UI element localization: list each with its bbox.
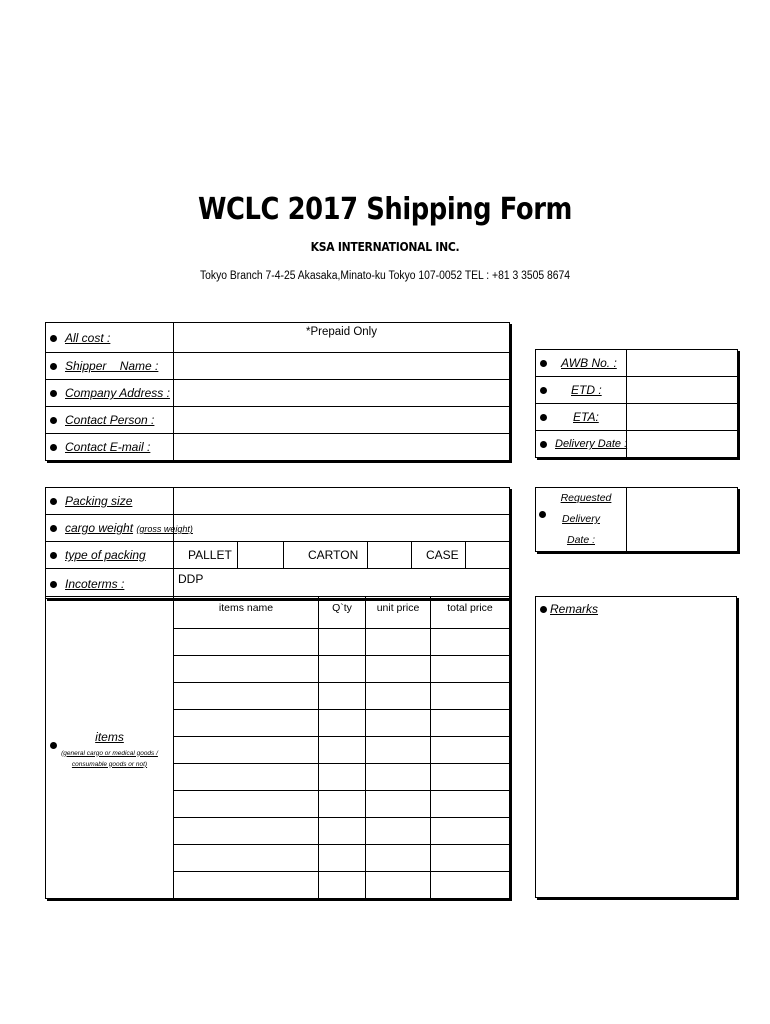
eta-label-cell: ETA: xyxy=(536,404,627,431)
packing-type-label-cell: type of packing xyxy=(46,542,174,569)
item-total-price-field[interactable] xyxy=(431,764,510,791)
item-total-price-field[interactable] xyxy=(431,737,510,764)
requested-delivery-line2: Date : xyxy=(566,534,595,546)
company-name: KSA INTERNATIONAL INC. xyxy=(310,240,460,254)
item-name-field[interactable] xyxy=(174,656,319,683)
item-name-field[interactable] xyxy=(174,710,319,737)
item-total-price-field[interactable] xyxy=(431,683,510,710)
requested-delivery-label-cell xyxy=(536,488,627,552)
item-unit-price-field[interactable] xyxy=(366,818,431,845)
item-unit-price-field[interactable] xyxy=(366,710,431,737)
case-count-field[interactable] xyxy=(466,542,510,569)
bullet-icon xyxy=(50,581,57,588)
carton-label: CARTON xyxy=(284,542,368,569)
bullet-icon xyxy=(540,606,547,613)
item-quantity-field[interactable] xyxy=(319,791,366,818)
item-unit-price-field[interactable] xyxy=(366,872,431,899)
items-note-line1: (general cargo or medical goods / xyxy=(61,749,158,757)
item-unit-price-field[interactable] xyxy=(366,845,431,872)
item-total-price-field[interactable] xyxy=(431,845,510,872)
cargo-weight-label-cell: cargo weight (gross weight) xyxy=(46,515,174,542)
bullet-icon xyxy=(50,742,57,749)
bullet-icon xyxy=(50,525,57,532)
etd-field[interactable] xyxy=(627,377,738,404)
contact-person-label-cell: Contact Person : xyxy=(46,407,174,434)
cargo-weight-note: (gross weight) xyxy=(136,524,193,534)
form-title: WCLC 2017 Shipping Form xyxy=(198,192,572,227)
pallet-count-field[interactable] xyxy=(238,542,284,569)
col-items-name: items name xyxy=(174,597,319,629)
remarks-heading xyxy=(540,602,598,616)
packing-size-label-cell: Packing size xyxy=(46,488,174,515)
item-total-price-field[interactable] xyxy=(431,656,510,683)
item-quantity-field[interactable] xyxy=(319,629,366,656)
contact-email-field[interactable] xyxy=(174,434,510,461)
col-total-price: total price xyxy=(431,597,510,629)
item-name-field[interactable] xyxy=(174,683,319,710)
awb-label-cell: AWB No. : xyxy=(536,350,627,377)
requested-delivery-line1: Requested Delivery xyxy=(560,492,612,525)
col-quantity: Q`ty xyxy=(319,597,366,629)
item-quantity-field[interactable] xyxy=(319,683,366,710)
item-quantity-field[interactable] xyxy=(319,656,366,683)
remarks-label: Remarks xyxy=(550,602,599,616)
company-address: Tokyo Branch 7-4-25 Akasaka,Minato-ku Tokyo 107-0052 TEL : +81 3 3505 8674 xyxy=(199,270,571,282)
shipper-name-field[interactable] xyxy=(174,353,510,380)
items-table xyxy=(45,596,510,899)
bullet-icon xyxy=(50,498,57,505)
incoterms-label-cell: Incoterms : xyxy=(46,569,174,599)
item-unit-price-field[interactable] xyxy=(366,791,431,818)
item-unit-price-field[interactable] xyxy=(366,656,431,683)
awb-field[interactable] xyxy=(627,350,738,377)
remarks-box[interactable] xyxy=(535,596,737,898)
etd-label-cell: ETD : xyxy=(536,377,627,404)
bullet-icon xyxy=(540,441,547,448)
contact-email-label-cell: Contact E-mail : xyxy=(46,434,174,461)
bullet-icon xyxy=(50,417,57,424)
item-total-price-field[interactable] xyxy=(431,791,510,818)
item-total-price-field[interactable] xyxy=(431,818,510,845)
item-unit-price-field[interactable] xyxy=(366,683,431,710)
item-quantity-field[interactable] xyxy=(319,845,366,872)
company-address-field[interactable] xyxy=(174,380,510,407)
all-cost-value: *Prepaid Only xyxy=(174,323,510,353)
item-unit-price-field[interactable] xyxy=(366,764,431,791)
cargo-weight-field[interactable] xyxy=(174,515,510,542)
item-unit-price-field[interactable] xyxy=(366,737,431,764)
bullet-icon xyxy=(50,335,57,342)
item-name-field[interactable] xyxy=(174,872,319,899)
all-cost-label-cell: All cost : xyxy=(46,323,174,353)
bullet-icon xyxy=(50,390,57,397)
shipper-info-table xyxy=(45,322,510,461)
item-total-price-field[interactable] xyxy=(431,710,510,737)
eta-field[interactable] xyxy=(627,404,738,431)
col-unit-price: unit price xyxy=(366,597,431,629)
item-name-field[interactable] xyxy=(174,764,319,791)
bullet-icon xyxy=(539,511,546,518)
shipper-name-label-cell: Shipper Name : xyxy=(46,353,174,380)
carton-count-field[interactable] xyxy=(368,542,412,569)
incoterms-value: DDP xyxy=(174,569,510,599)
item-quantity-field[interactable] xyxy=(319,872,366,899)
bullet-icon xyxy=(540,387,547,394)
item-quantity-field[interactable] xyxy=(319,710,366,737)
packing-table xyxy=(45,487,510,599)
item-name-field[interactable] xyxy=(174,629,319,656)
delivery-date-field[interactable] xyxy=(627,431,738,458)
shipment-dates-table xyxy=(535,349,738,458)
requested-delivery-table xyxy=(535,487,738,552)
bullet-icon xyxy=(540,360,547,367)
item-unit-price-field[interactable] xyxy=(366,629,431,656)
items-note-line2: consumable goods or not) xyxy=(71,760,148,768)
item-total-price-field[interactable] xyxy=(431,629,510,656)
delivery-date-label-cell: Delivery Date : xyxy=(536,431,627,458)
bullet-icon xyxy=(50,444,57,451)
item-name-field[interactable] xyxy=(174,737,319,764)
item-quantity-field[interactable] xyxy=(319,818,366,845)
case-label: CASE xyxy=(412,542,466,569)
company-address-label-cell: Company Address : xyxy=(46,380,174,407)
item-total-price-field[interactable] xyxy=(431,872,510,899)
item-name-field[interactable] xyxy=(174,818,319,845)
items-label: items xyxy=(95,729,124,744)
item-name-field[interactable] xyxy=(174,791,319,818)
bullet-icon xyxy=(540,414,547,421)
item-quantity-field[interactable] xyxy=(319,737,366,764)
items-label-cell xyxy=(46,597,174,899)
requested-delivery-field[interactable] xyxy=(627,488,738,552)
packing-size-field[interactable] xyxy=(174,488,510,515)
bullet-icon xyxy=(50,363,57,370)
contact-person-field[interactable] xyxy=(174,407,510,434)
item-name-field[interactable] xyxy=(174,845,319,872)
bullet-icon xyxy=(50,552,57,559)
item-quantity-field[interactable] xyxy=(319,764,366,791)
pallet-label: PALLET xyxy=(174,542,238,569)
